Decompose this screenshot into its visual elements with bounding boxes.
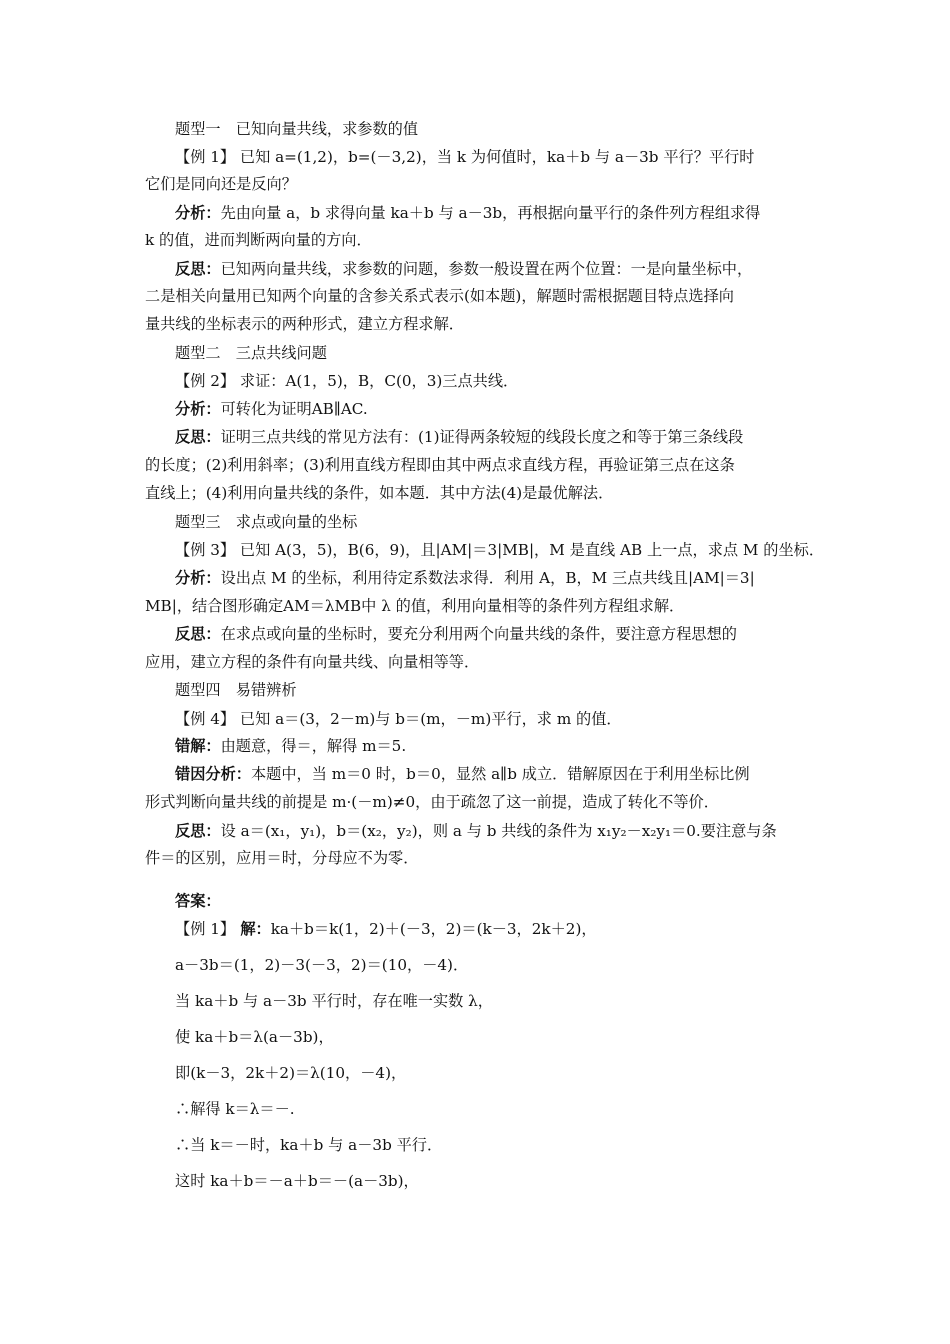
paragraph-line-labeled bbox=[175, 820, 777, 842]
line-text: 题型二 三点共线问题 bbox=[175, 344, 327, 362]
paragraph-line bbox=[175, 118, 418, 140]
answer-line bbox=[175, 1170, 419, 1192]
paragraph-line-labeled bbox=[175, 202, 760, 224]
answer-text: ka＋b＝k(1，2)＋(－3，2)＝(k－3，2k＋2)， bbox=[270, 920, 597, 938]
paragraph-line-labeled bbox=[175, 398, 368, 420]
line-text: 可转化为证明AB∥AC. bbox=[220, 400, 368, 418]
paragraph-line-labeled bbox=[175, 258, 752, 280]
line-text: 的长度；(2)利用斜率；(3)利用直线方程即由其中两点求直线方程，再验证第三点在这条 bbox=[145, 456, 735, 474]
answer-line bbox=[175, 1026, 334, 1048]
line-label: 分析： bbox=[175, 400, 221, 418]
answer-line bbox=[175, 990, 493, 1012]
line-text: 二是相关向量用已知两个向量的含参关系式表示(如本题)，解题时需根据题目特点选择向 bbox=[145, 287, 734, 305]
paragraph-line bbox=[145, 847, 418, 869]
line-text: 量共线的坐标表示的两种形式，建立方程求解． bbox=[145, 315, 464, 333]
line-text: 形式判断向量共线的前提是 m·(－m)≠0，由于疏忽了这一前提，造成了转化不等价． bbox=[145, 793, 719, 811]
paragraph-line bbox=[145, 791, 719, 813]
paragraph-line-labeled bbox=[175, 370, 518, 392]
paragraph-line-labeled bbox=[175, 623, 737, 645]
answer-text: 当 ka＋b 与 a－3b 平行时，存在唯一实数 λ， bbox=[175, 992, 493, 1010]
line-label: 【例 1】 bbox=[175, 147, 236, 166]
line-label: 反思： bbox=[175, 822, 221, 840]
line-label: 分析： bbox=[175, 569, 221, 587]
line-text: 本题中，当 m＝0 时，b＝0，显然 a∥b 成立．错解原因在于利用坐标比例 bbox=[250, 765, 750, 783]
line-text: 它们是同向还是反向？ bbox=[145, 175, 297, 193]
paragraph-line bbox=[145, 651, 479, 673]
line-text: 设 a＝(x₁，y₁)，b＝(x₂，y₂)，则 a 与 b 共线的条件为 x₁y₂－x₂y₁＝0.要注意与条 bbox=[220, 822, 777, 840]
line-text: 已知 A(3，5)，B(6，9)，且|AM|＝3|MB|，M 是直线 AB 上一点，求点 M 的坐标． bbox=[235, 541, 825, 559]
paragraph-line bbox=[145, 285, 734, 307]
line-text: 题型三 求点或向量的坐标 bbox=[175, 513, 358, 531]
answer-line bbox=[175, 1134, 442, 1156]
paragraph-line-labeled bbox=[175, 708, 622, 730]
line-text: 应用，建立方程的条件有向量共线、向量相等等． bbox=[145, 653, 480, 671]
line-text: 先由向量 a，b 求得向量 ka＋b 与 a－3b，再根据向量平行的条件列方程组求得 bbox=[220, 204, 761, 222]
paragraph-line bbox=[175, 342, 327, 364]
line-text: 已知两向量共线，求参数的问题，参数一般设置在两个位置：一是向量坐标中， bbox=[220, 260, 753, 278]
paragraph-line bbox=[145, 229, 372, 251]
paragraph-line-labeled bbox=[175, 539, 824, 561]
line-label: 反思： bbox=[175, 260, 221, 278]
line-text: 求证：A(1，5)，B，C(0，3)三点共线． bbox=[235, 372, 519, 390]
paragraph-line bbox=[175, 679, 297, 701]
paragraph-line bbox=[145, 313, 464, 335]
line-label: 错因分析： bbox=[175, 765, 251, 783]
line-label: 【例 2】 bbox=[175, 372, 236, 390]
answer-line bbox=[175, 918, 597, 940]
line-text: 题型一 已知向量共线，求参数的值 bbox=[175, 120, 418, 138]
line-text: 设出点 M 的坐标，利用待定系数法求得．利用 A，B，M 三点共线且|AM|＝3| bbox=[220, 569, 755, 587]
paragraph-line bbox=[145, 482, 613, 504]
paragraph-line bbox=[145, 173, 297, 195]
line-text: 在求点或向量的坐标时，要充分利用两个向量共线的条件，要注意方程思想的 bbox=[220, 625, 737, 643]
line-text: k 的值，进而判断两向量的方向． bbox=[145, 231, 372, 249]
line-text: 由题意，得＝，解得 m＝5. bbox=[220, 737, 407, 755]
line-label: 分析： bbox=[175, 204, 221, 222]
paragraph-line bbox=[145, 595, 684, 617]
answer-text: 即(k－3，2k＋2)＝λ(10，－4)， bbox=[175, 1064, 407, 1082]
line-text: 已知 a＝(3，2－m)与 b＝(m，－m)平行，求 m 的值． bbox=[235, 710, 622, 728]
answer-text: 使 ka＋b＝λ(a－3b)， bbox=[175, 1028, 334, 1046]
line-text: MB|，结合图形确定AM＝λMB中 λ 的值，利用向量相等的条件列方程组求解． bbox=[145, 597, 685, 615]
line-text: 直线上；(4)利用向量共线的条件，如本题．其中方法(4)是最优解法． bbox=[145, 484, 614, 502]
answer-title: 答案： bbox=[175, 892, 221, 910]
line-label: 反思： bbox=[175, 625, 221, 643]
paragraph-line-labeled bbox=[175, 763, 750, 785]
line-text: 题型四 易错辨析 bbox=[175, 681, 297, 699]
line-label: 错解： bbox=[175, 737, 221, 755]
answer-text: ∴当 k＝－时，ka＋b 与 a－3b 平行． bbox=[175, 1136, 443, 1154]
answer-text: a－3b＝(1，2)－3(－3，2)＝(10，－4)． bbox=[175, 956, 469, 974]
paragraph-line bbox=[145, 454, 735, 476]
line-label: 反思： bbox=[175, 428, 221, 446]
paragraph-line bbox=[175, 511, 357, 533]
answer-line bbox=[175, 1062, 406, 1084]
line-text: 证明三点共线的常见方法有：(1)证得两条较短的线段长度之和等于第三条线段 bbox=[220, 428, 744, 446]
line-text: 件＝的区别，应用＝时，分母应不为零． bbox=[145, 849, 419, 867]
answer-text: ∴解得 k＝λ＝－. bbox=[175, 1100, 295, 1118]
answer-line bbox=[175, 1098, 295, 1120]
paragraph-line-labeled bbox=[175, 146, 754, 168]
paragraph-line-labeled bbox=[175, 567, 755, 589]
answer-text: 这时 ka＋b＝－a＋b＝－(a－3b)， bbox=[175, 1172, 419, 1190]
line-label: 【例 4】 bbox=[175, 710, 236, 728]
paragraph-line-labeled bbox=[175, 735, 406, 757]
line-text: 已知 a=(1,2)，b=(－3,2)，当 k 为何值时，ka＋b 与 a－3b 平行？平行时 bbox=[235, 147, 755, 166]
answer-bold-label: 解： bbox=[235, 920, 271, 938]
paragraph-line-labeled bbox=[175, 426, 743, 448]
answer-label: 【例 1】 bbox=[175, 920, 236, 938]
line-label: 【例 3】 bbox=[175, 541, 236, 559]
answer-line bbox=[175, 954, 468, 976]
